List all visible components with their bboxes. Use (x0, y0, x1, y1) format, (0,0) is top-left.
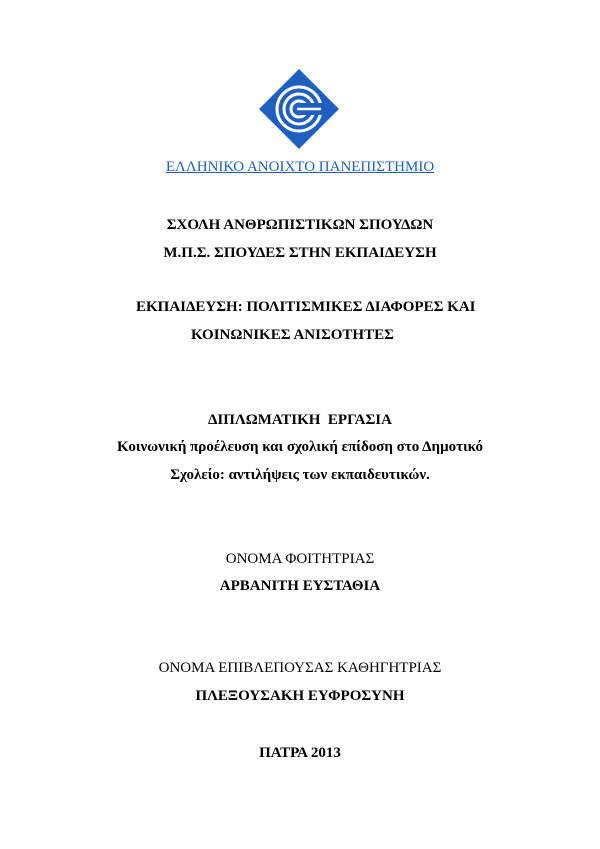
thesis-label: ΔΙΠΛΩΜΑΤΙΚΗ ΕΡΓΑΣΙΑ (208, 412, 392, 428)
school-name: ΣΧΟΛΗ ΑΝΘΡΩΠΙΣΤΙΚΩΝ ΣΠΟΥΔΩΝ (166, 217, 434, 233)
thesis-title-line2: Σχολείο: αντιλήψεις των εκπαιδευτικών. (170, 467, 430, 483)
thesis-title-line1: Κοινωνική προέλευση και σχολική επίδοση στο Δημοτικό (116, 439, 484, 455)
module-title-line1: ΕΚΠΑΙΔΕΥΣΗ: ΠΟΛΙΤΙΣΜΙΚΕΣ ΔΙΑΦΟΡΕΣ ΚΑΙ (136, 299, 476, 315)
university-name[interactable]: ΕΛΛΗΝΙΚΟ ΑΝΟΙΧΤΟ ΠΑΝΕΠΙΣΤΗΜΙΟ (165, 159, 435, 175)
student-name: ΑΡΒΑΝΙΤΗ ΕΥΣΤΑΘΙΑ (219, 578, 381, 594)
university-logo-icon (259, 69, 339, 149)
program-name: Μ.Π.Σ. ΣΠΟΥΔΕΣ ΣΤΗΝ ΕΚΠΑΙΔΕΥΣΗ (163, 245, 437, 261)
supervisor-name: ΠΛΕΞΟΥΣΑΚΗ ΕΥΦΡΟΣΥΝΗ (195, 688, 405, 704)
place-year: ΠΑΤΡΑ 2013 (259, 745, 341, 761)
student-label: ΟΝΟΜΑ ΦΟΙΤΗΤΡΙΑΣ (225, 551, 375, 567)
module-title-line2: ΚΟΙΝΩΝΙΚΕΣ ΑΝΙΣΟΤΗΤΕΣ (191, 327, 394, 343)
supervisor-label: ΟΝΟΜΑ ΕΠΙΒΛΕΠΟΥΣΑΣ ΚΑΘΗΓΗΤΡΙΑΣ (158, 660, 442, 676)
